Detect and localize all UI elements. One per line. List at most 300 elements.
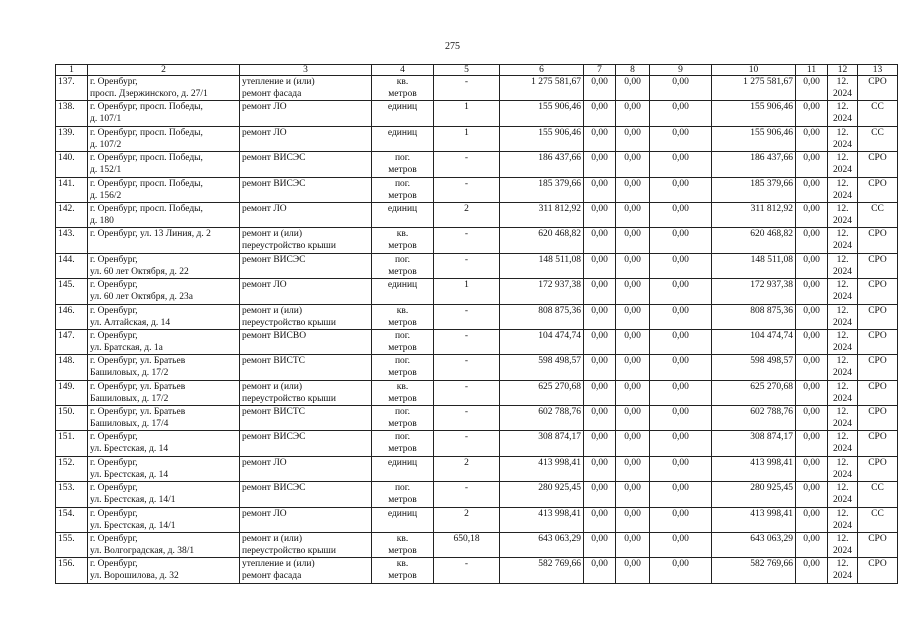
work-type-cell-line: ремонт ВИСВО — [242, 330, 307, 341]
period-cell-line: 12. — [836, 432, 849, 443]
funding-source-cell: СРО — [858, 380, 898, 405]
col11-cell: 0,00 — [796, 380, 828, 405]
column-header: 9 — [650, 65, 712, 76]
address-cell — [88, 152, 240, 177]
unit-cell-line: метров — [388, 419, 417, 430]
work-type-cell — [240, 177, 372, 202]
total-cost-cell: 280 925,45 — [500, 482, 584, 507]
col11-cell: 0,00 — [796, 253, 828, 278]
address-cell-line: д. 156/2 — [90, 190, 122, 201]
period-cell — [828, 76, 858, 101]
funding-source-cell: СРО — [858, 558, 898, 583]
col7-cell: 0,00 — [584, 202, 616, 227]
unit-cell-line: метров — [388, 89, 417, 99]
col9-cell: 0,00 — [650, 76, 712, 101]
period-cell-line: 12. — [836, 356, 849, 367]
col7-cell: 0,00 — [584, 431, 616, 456]
funding-source-cell: СС — [858, 101, 898, 126]
unit-cell-line: метров — [388, 393, 417, 404]
work-type-cell-line: ремонт фасада — [242, 89, 302, 99]
unit-cell — [372, 533, 434, 558]
address-cell-line: г. Оренбург, — [90, 280, 138, 291]
col7-cell: 0,00 — [584, 152, 616, 177]
col7-cell: 0,00 — [584, 253, 616, 278]
capital-repair-table — [55, 64, 898, 584]
unit-cell-line: кв. — [396, 381, 409, 392]
row-number-cell: 142. — [56, 202, 88, 227]
total-cost-cell: 808 875,36 — [500, 304, 584, 329]
col11-cell: 0,00 — [796, 482, 828, 507]
address-cell — [88, 533, 240, 558]
quantity-cell: - — [434, 558, 500, 583]
table-row — [56, 456, 898, 481]
period-cell-line: 12. — [836, 407, 849, 418]
total-cost-cell: 186 437,66 — [500, 152, 584, 177]
col10-cell: 148 511,08 — [712, 253, 796, 278]
table-body — [56, 76, 898, 584]
work-type-cell-line: ремонт и (или) — [242, 534, 303, 545]
quantity-cell: 2 — [434, 507, 500, 532]
column-header: 10 — [712, 65, 796, 76]
quantity-cell: 650,18 — [434, 533, 500, 558]
period-cell-line: 2024 — [833, 368, 852, 379]
page-number: 275 — [445, 41, 460, 52]
total-cost-cell: 172 937,38 — [500, 279, 584, 304]
col7-cell: 0,00 — [584, 507, 616, 532]
total-cost-cell: 185 379,66 — [500, 177, 584, 202]
table-row — [56, 507, 898, 532]
col11-cell: 0,00 — [796, 558, 828, 583]
period-cell-line: 2024 — [833, 190, 852, 201]
col10-cell: 582 769,66 — [712, 558, 796, 583]
period-cell-line: 12. — [836, 178, 849, 189]
col7-cell: 0,00 — [584, 76, 616, 101]
work-type-cell-line: ремонт и (или) — [242, 229, 303, 240]
address-cell-line: Башиловых, д. 17/2 — [90, 393, 169, 404]
col9-cell: 0,00 — [650, 456, 712, 481]
row-number-cell: 144. — [56, 253, 88, 278]
unit-cell — [372, 152, 434, 177]
col11-cell: 0,00 — [796, 101, 828, 126]
unit-cell-line: единиц — [387, 280, 418, 291]
address-cell-line: ул. Волгоградская, д. 38/1 — [90, 546, 195, 557]
period-cell — [828, 228, 858, 253]
column-number-row — [56, 65, 898, 76]
address-cell — [88, 380, 240, 405]
col9-cell: 0,00 — [650, 406, 712, 431]
address-cell — [88, 202, 240, 227]
quantity-cell: - — [434, 482, 500, 507]
col9-cell: 0,00 — [650, 279, 712, 304]
address-cell — [88, 431, 240, 456]
address-cell-line: Башиловых, д. 17/4 — [90, 419, 169, 430]
period-cell — [828, 253, 858, 278]
period-cell-line: 12. — [836, 203, 849, 214]
funding-source-cell: СРО — [858, 533, 898, 558]
period-cell — [828, 329, 858, 354]
total-cost-cell: 598 498,57 — [500, 355, 584, 380]
address-cell-line: г. Оренбург, — [90, 305, 138, 316]
table-row — [56, 406, 898, 431]
unit-cell — [372, 304, 434, 329]
unit-cell-line: пог. — [394, 483, 411, 494]
column-header: 11 — [796, 65, 828, 76]
address-cell-line: ул. Ворошилова, д. 32 — [90, 571, 179, 582]
work-type-cell-line: ремонт ВИСЭС — [242, 153, 306, 164]
unit-cell-line: метров — [388, 241, 417, 252]
address-cell-line: ул. 60 лет Октября, д. 23а — [90, 292, 193, 303]
col8-cell: 0,00 — [616, 406, 650, 431]
col7-cell: 0,00 — [584, 329, 616, 354]
address-cell — [88, 101, 240, 126]
unit-cell-line: пог. — [394, 153, 411, 164]
funding-source-cell: СС — [858, 126, 898, 151]
column-header: 13 — [858, 65, 898, 76]
col11-cell: 0,00 — [796, 533, 828, 558]
work-type-cell — [240, 456, 372, 481]
period-cell-line: 12. — [836, 330, 849, 341]
col11-cell: 0,00 — [796, 76, 828, 101]
total-cost-cell: 413 998,41 — [500, 456, 584, 481]
quantity-cell: - — [434, 228, 500, 253]
col9-cell: 0,00 — [650, 177, 712, 202]
address-cell-line: Башиловых, д. 17/2 — [90, 368, 169, 379]
col9-cell: 0,00 — [650, 152, 712, 177]
address-cell-line: ул. Братская, д. 1а — [90, 342, 163, 353]
quantity-cell: - — [434, 152, 500, 177]
col8-cell: 0,00 — [616, 304, 650, 329]
col8-cell: 0,00 — [616, 228, 650, 253]
work-type-cell — [240, 76, 372, 101]
period-cell-line: 2024 — [833, 546, 852, 557]
address-cell — [88, 456, 240, 481]
col11-cell: 0,00 — [796, 304, 828, 329]
work-type-cell-line: ремонт ВИСЭС — [242, 254, 306, 265]
period-cell-line: 12. — [836, 280, 849, 291]
col9-cell: 0,00 — [650, 507, 712, 532]
unit-cell-line: единиц — [387, 203, 418, 214]
period-cell — [828, 126, 858, 151]
quantity-cell: - — [434, 177, 500, 202]
unit-cell-line: пог. — [394, 407, 411, 418]
table-row — [56, 355, 898, 380]
row-number-cell: 147. — [56, 329, 88, 354]
col9-cell: 0,00 — [650, 253, 712, 278]
col10-cell: 155 906,46 — [712, 126, 796, 151]
period-cell — [828, 406, 858, 431]
table-row — [56, 431, 898, 456]
unit-cell-line: пог. — [394, 330, 411, 341]
period-cell-line: 2024 — [833, 419, 852, 430]
address-cell — [88, 228, 240, 253]
table-row — [56, 304, 898, 329]
period-cell-line: 2024 — [833, 215, 852, 226]
col10-cell: 413 998,41 — [712, 507, 796, 532]
address-cell-line: г. Оренбург, просп. Победы, — [90, 102, 203, 113]
row-number-cell: 145. — [56, 279, 88, 304]
col11-cell: 0,00 — [796, 456, 828, 481]
unit-cell-line: метров — [388, 571, 417, 582]
column-header: 6 — [500, 65, 584, 76]
address-cell — [88, 304, 240, 329]
col9-cell: 0,00 — [650, 431, 712, 456]
work-type-cell — [240, 101, 372, 126]
work-type-cell-line: ремонт ЛО — [242, 457, 287, 468]
col8-cell: 0,00 — [616, 152, 650, 177]
work-type-cell-line: ремонт и (или) — [242, 381, 303, 392]
address-cell-line: г. Оренбург, ул. Братьев — [90, 356, 186, 367]
period-cell — [828, 456, 858, 481]
period-cell — [828, 202, 858, 227]
col8-cell: 0,00 — [616, 279, 650, 304]
col11-cell: 0,00 — [796, 202, 828, 227]
row-number-cell: 152. — [56, 456, 88, 481]
work-type-cell-line: ремонт ЛО — [242, 127, 287, 138]
address-cell-line: г. Оренбург, — [90, 457, 138, 468]
total-cost-cell: 620 468,82 — [500, 228, 584, 253]
funding-source-cell: СРО — [858, 431, 898, 456]
col9-cell: 0,00 — [650, 380, 712, 405]
work-type-cell-line: утепление и (или) — [242, 77, 315, 87]
unit-cell — [372, 558, 434, 583]
address-cell-line: г. Оренбург, — [90, 559, 138, 570]
address-cell-line: г. Оренбург, — [90, 77, 138, 87]
unit-cell-line: пог. — [394, 356, 411, 367]
funding-source-cell: СРО — [858, 406, 898, 431]
work-type-cell-line: ремонт ЛО — [242, 203, 287, 214]
period-cell-line: 2024 — [833, 139, 852, 150]
col7-cell: 0,00 — [584, 456, 616, 481]
period-cell-line: 2024 — [833, 469, 852, 480]
period-cell-line: 12. — [836, 254, 849, 265]
work-type-cell-line: утепление и (или) — [242, 559, 315, 570]
table-row — [56, 279, 898, 304]
period-cell — [828, 177, 858, 202]
work-type-cell — [240, 329, 372, 354]
unit-cell-line: кв. — [396, 229, 409, 240]
address-cell-line: ул. Брестская, д. 14 — [90, 444, 169, 455]
address-cell-line: д. 152/1 — [90, 165, 122, 176]
col8-cell: 0,00 — [616, 253, 650, 278]
column-header: 2 — [88, 65, 240, 76]
period-cell-line: 2024 — [833, 317, 852, 328]
total-cost-cell: 148 511,08 — [500, 253, 584, 278]
total-cost-cell: 643 063,29 — [500, 533, 584, 558]
col10-cell: 155 906,46 — [712, 101, 796, 126]
address-cell-line: г. Оренбург, — [90, 483, 138, 494]
col9-cell: 0,00 — [650, 202, 712, 227]
unit-cell — [372, 507, 434, 532]
col7-cell: 0,00 — [584, 406, 616, 431]
table-row — [56, 533, 898, 558]
row-number-cell: 150. — [56, 406, 88, 431]
col10-cell: 186 437,66 — [712, 152, 796, 177]
address-cell-line: г. Оренбург, — [90, 534, 138, 545]
col7-cell: 0,00 — [584, 279, 616, 304]
unit-cell-line: метров — [388, 444, 417, 455]
funding-source-cell: СРО — [858, 228, 898, 253]
work-type-cell — [240, 253, 372, 278]
col8-cell: 0,00 — [616, 76, 650, 101]
unit-cell — [372, 126, 434, 151]
quantity-cell: - — [434, 380, 500, 405]
row-number-cell: 156. — [56, 558, 88, 583]
unit-cell — [372, 456, 434, 481]
work-type-cell — [240, 406, 372, 431]
period-cell-line: 12. — [836, 483, 849, 494]
address-cell — [88, 355, 240, 380]
period-cell-line: 12. — [836, 229, 849, 240]
col8-cell: 0,00 — [616, 126, 650, 151]
col8-cell: 0,00 — [616, 533, 650, 558]
work-type-cell-line: ремонт ВИСТС — [242, 407, 306, 418]
unit-cell-line: единиц — [387, 127, 418, 138]
period-cell-line: 12. — [836, 305, 849, 316]
col11-cell: 0,00 — [796, 228, 828, 253]
col10-cell: 185 379,66 — [712, 177, 796, 202]
col11-cell: 0,00 — [796, 507, 828, 532]
period-cell-line: 2024 — [833, 292, 852, 303]
period-cell-line: 12. — [836, 153, 849, 164]
period-cell — [828, 152, 858, 177]
work-type-cell — [240, 202, 372, 227]
address-cell-line: г. Оренбург, — [90, 508, 138, 519]
table-row — [56, 380, 898, 405]
total-cost-cell: 155 906,46 — [500, 126, 584, 151]
table-row — [56, 253, 898, 278]
unit-cell-line: метров — [388, 266, 417, 277]
address-cell-line: г. Оренбург, просп. Победы, — [90, 153, 203, 164]
table-row — [56, 558, 898, 583]
col10-cell: 625 270,68 — [712, 380, 796, 405]
unit-cell — [372, 355, 434, 380]
unit-cell-line: кв. — [396, 77, 409, 87]
col10-cell: 413 998,41 — [712, 456, 796, 481]
row-number-cell: 137. — [56, 76, 88, 101]
total-cost-cell: 104 474,74 — [500, 329, 584, 354]
period-cell — [828, 431, 858, 456]
table-row — [56, 152, 898, 177]
total-cost-cell: 582 769,66 — [500, 558, 584, 583]
funding-source-cell: СРО — [858, 279, 898, 304]
total-cost-cell: 602 788,76 — [500, 406, 584, 431]
address-cell-line: г. Оренбург, просп. Победы, — [90, 178, 203, 189]
address-cell-line: ул. 60 лет Октября, д. 22 — [90, 266, 189, 277]
unit-cell-line: метров — [388, 190, 417, 201]
quantity-cell: 1 — [434, 126, 500, 151]
work-type-cell-line: ремонт фасада — [242, 571, 302, 582]
row-number-cell: 151. — [56, 431, 88, 456]
address-cell — [88, 507, 240, 532]
period-cell-line: 2024 — [833, 520, 852, 531]
col10-cell: 308 874,17 — [712, 431, 796, 456]
col8-cell: 0,00 — [616, 177, 650, 202]
col8-cell: 0,00 — [616, 431, 650, 456]
column-header: 3 — [240, 65, 372, 76]
table-row — [56, 101, 898, 126]
total-cost-cell: 308 874,17 — [500, 431, 584, 456]
address-cell-line: ул. Брестская, д. 14/1 — [90, 520, 176, 531]
total-cost-cell: 625 270,68 — [500, 380, 584, 405]
col8-cell: 0,00 — [616, 456, 650, 481]
work-type-cell — [240, 507, 372, 532]
funding-source-cell: СРО — [858, 177, 898, 202]
col8-cell: 0,00 — [616, 482, 650, 507]
period-cell — [828, 355, 858, 380]
work-type-cell-line: ремонт ЛО — [242, 508, 287, 519]
address-cell-line: г. Оренбург, — [90, 330, 138, 341]
address-cell — [88, 126, 240, 151]
col10-cell: 280 925,45 — [712, 482, 796, 507]
work-type-cell-line: переустройство крыши — [242, 241, 336, 252]
address-cell-line: д. 107/2 — [90, 139, 122, 150]
address-cell-line: г. Оренбург, ул. Братьев — [90, 407, 186, 418]
quantity-cell: 1 — [434, 279, 500, 304]
total-cost-cell: 311 812,92 — [500, 202, 584, 227]
column-header: 1 — [56, 65, 88, 76]
period-cell — [828, 304, 858, 329]
column-header: 7 — [584, 65, 616, 76]
quantity-cell: - — [434, 355, 500, 380]
row-number-cell: 149. — [56, 380, 88, 405]
unit-cell-line: пог. — [394, 432, 411, 443]
row-number-cell: 143. — [56, 228, 88, 253]
funding-source-cell: СРО — [858, 329, 898, 354]
unit-cell-line: кв. — [396, 305, 409, 316]
col10-cell: 104 474,74 — [712, 329, 796, 354]
quantity-cell: - — [434, 304, 500, 329]
period-cell-line: 2024 — [833, 342, 852, 353]
column-header: 4 — [372, 65, 434, 76]
col11-cell: 0,00 — [796, 329, 828, 354]
quantity-cell: 2 — [434, 202, 500, 227]
period-cell-line: 2024 — [833, 495, 852, 506]
col10-cell: 1 275 581,67 — [712, 76, 796, 101]
address-cell-line: г. Оренбург, просп. Победы, — [90, 127, 203, 138]
address-cell-line: г. Оренбург, — [90, 432, 138, 443]
table-row — [56, 202, 898, 227]
quantity-cell: - — [434, 406, 500, 431]
unit-cell-line: метров — [388, 546, 417, 557]
col8-cell: 0,00 — [616, 101, 650, 126]
address-cell — [88, 406, 240, 431]
col9-cell: 0,00 — [650, 329, 712, 354]
address-cell-line: г. Оренбург, просп. Победы, — [90, 203, 203, 214]
period-cell-line: 12. — [836, 381, 849, 392]
unit-cell — [372, 202, 434, 227]
col11-cell: 0,00 — [796, 126, 828, 151]
unit-cell — [372, 101, 434, 126]
work-type-cell — [240, 380, 372, 405]
col11-cell: 0,00 — [796, 177, 828, 202]
address-cell — [88, 76, 240, 101]
col10-cell: 808 875,36 — [712, 304, 796, 329]
work-type-cell — [240, 279, 372, 304]
work-type-cell-line: переустройство крыши — [242, 546, 336, 557]
work-type-cell — [240, 355, 372, 380]
unit-cell — [372, 76, 434, 101]
unit-cell-line: кв. — [396, 559, 409, 570]
table-row — [56, 76, 898, 101]
col7-cell: 0,00 — [584, 304, 616, 329]
quantity-cell: 1 — [434, 101, 500, 126]
address-cell-line: г. Оренбург, ул. Братьев — [90, 381, 186, 392]
unit-cell — [372, 177, 434, 202]
unit-cell — [372, 431, 434, 456]
col8-cell: 0,00 — [616, 355, 650, 380]
unit-cell — [372, 406, 434, 431]
col7-cell: 0,00 — [584, 101, 616, 126]
